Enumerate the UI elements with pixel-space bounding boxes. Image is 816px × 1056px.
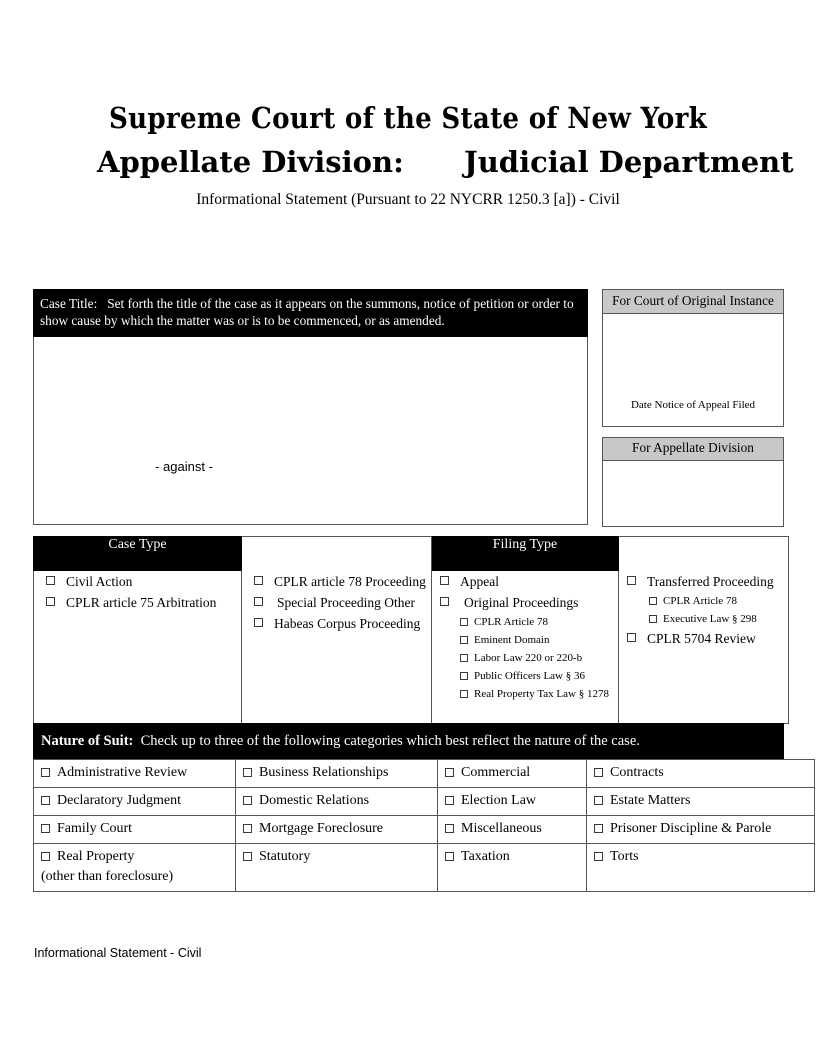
checkbox-row-cplr-5704-review[interactable] (619, 628, 788, 649)
table-row (34, 760, 815, 788)
nos-cell-business-relationships[interactable] (236, 760, 438, 788)
case-type-column-2 (242, 571, 432, 724)
checkbox-icon[interactable] (41, 824, 50, 833)
checkbox-label: Eminent Domain (474, 634, 550, 646)
case-title-label: Case Title: (40, 296, 98, 311)
court-title-line: Supreme Court of the State of New York (108, 101, 708, 135)
checkbox-label: Mortgage Foreclosure (259, 821, 384, 836)
checkbox-icon[interactable] (460, 636, 468, 644)
checkbox-icon[interactable] (243, 824, 252, 833)
checkbox-row-public-officers-law-36[interactable] (432, 667, 618, 685)
checkbox-label: Executive Law § 298 (663, 612, 757, 625)
checkbox-icon[interactable] (649, 615, 657, 623)
checkbox-icon[interactable] (41, 768, 50, 777)
case-title-instruction-bar (33, 289, 588, 337)
case-title-instruction: Set forth the title of the case as it appears on the summons, notice of petition or order to show cause by which the matter was or is to be commenced, or as amended. (40, 296, 574, 328)
checkbox-label: Torts (610, 849, 639, 864)
checkbox-icon[interactable] (243, 768, 252, 777)
nos-cell-contracts[interactable] (587, 760, 815, 788)
checkbox-row-cplr-article-78[interactable] (432, 613, 618, 631)
case-and-filing-type-table (33, 536, 789, 724)
checkbox-icon[interactable] (594, 768, 603, 777)
checkbox-label: Administrative Review (57, 765, 188, 780)
checkbox-icon[interactable] (460, 654, 468, 662)
checkbox-label: CPLR article 78 Proceeding (274, 573, 426, 589)
checkbox-label: Declaratory Judgment (57, 793, 182, 808)
case-type-col2-header-blank (242, 537, 432, 571)
checkbox-icon[interactable] (440, 576, 449, 585)
filing-type-heading: Filing Type (432, 537, 619, 571)
nos-cell-domestic-relations[interactable] (236, 788, 438, 816)
filing-type-col2-header-blank (619, 537, 789, 571)
checkbox-row-transferred-cplr-article-78[interactable] (619, 592, 788, 610)
checkbox-label: Public Officers Law § 36 (474, 670, 585, 682)
checkbox-row-cplr-75-arbitration[interactable] (34, 592, 241, 613)
checkbox-label: Transferred Proceeding (647, 573, 774, 589)
checkbox-label: Election Law (461, 793, 537, 808)
checkbox-row-transferred-proceeding[interactable] (619, 571, 788, 592)
checkbox-row-appeal[interactable] (432, 571, 618, 592)
checkbox-icon[interactable] (41, 796, 50, 805)
checkbox-label: Statutory (259, 849, 311, 864)
checkbox-label: Appeal (460, 574, 499, 589)
original-instance-heading: For Court of Original Instance (603, 290, 783, 314)
nature-of-suit-label: Nature of Suit: (41, 733, 134, 749)
nos-cell-mortgage-foreclosure[interactable] (236, 816, 438, 844)
table-row (34, 844, 815, 892)
date-notice-of-appeal-caption: Date Notice of Appeal Filed (630, 399, 756, 411)
nature-of-suit-bar (33, 723, 784, 759)
appellate-division-box (602, 437, 784, 527)
nos-cell-family-court[interactable] (34, 816, 236, 844)
nos-cell-estate-matters[interactable] (587, 788, 815, 816)
checkbox-label: Taxation (461, 849, 510, 864)
nos-cell-real-property-sublabel: (other than foreclosure) (41, 869, 174, 884)
checkbox-icon[interactable] (254, 618, 263, 627)
nos-cell-administrative-review[interactable] (34, 760, 236, 788)
against-separator: - against - (155, 459, 213, 474)
nos-cell-miscellaneous[interactable] (438, 816, 587, 844)
checkbox-row-original-proceedings[interactable] (432, 592, 618, 613)
filing-type-column-2 (619, 571, 789, 724)
checkbox-icon[interactable] (460, 618, 468, 626)
checkbox-label: Business Relationships (259, 765, 389, 780)
checkbox-label: Civil Action (66, 574, 133, 589)
checkbox-row-real-property-tax-law-1278[interactable] (432, 685, 618, 703)
nos-cell-election-law[interactable] (438, 788, 587, 816)
checkbox-label: Miscellaneous (461, 821, 542, 836)
page-footer: Informational Statement - Civil (34, 946, 202, 960)
page-header (0, 98, 816, 209)
checkbox-label: Real Property (57, 849, 135, 864)
court-use-boxes (602, 289, 784, 527)
checkbox-icon[interactable] (445, 824, 454, 833)
checkbox-label: Estate Matters (610, 793, 691, 808)
original-instance-box (602, 289, 784, 427)
checkbox-icon[interactable] (445, 768, 454, 777)
nos-cell-prisoner-discipline-parole[interactable] (587, 816, 815, 844)
checkbox-icon[interactable] (594, 796, 603, 805)
checkbox-icon[interactable] (594, 852, 603, 861)
checkbox-row-executive-law-298[interactable] (619, 610, 788, 628)
checkbox-label: Family Court (57, 821, 133, 836)
appellate-division-heading: For Appellate Division (603, 438, 783, 461)
checkbox-icon[interactable] (445, 796, 454, 805)
appellate-division-label: Appellate Division: (97, 145, 404, 179)
checkbox-icon[interactable] (440, 597, 449, 606)
nature-of-suit-instruction: Check up to three of the following categories which best reflect the nature of the case. (140, 733, 640, 749)
checkbox-icon[interactable] (594, 824, 603, 833)
nos-cell-commercial[interactable] (438, 760, 587, 788)
checkbox-icon[interactable] (254, 597, 263, 606)
checkbox-row-special-proceeding-other[interactable] (242, 592, 431, 613)
filing-type-column-1 (432, 571, 619, 724)
checkbox-row-cplr-78-proceeding[interactable] (242, 571, 431, 592)
checkbox-label: Contracts (610, 765, 664, 780)
checkbox-label: Real Property Tax Law § 1278 (474, 688, 609, 700)
checkbox-icon[interactable] (445, 852, 454, 861)
case-type-column-1 (34, 571, 242, 724)
checkbox-label: Original Proceedings (464, 595, 579, 610)
checkbox-label: CPLR 5704 Review (647, 630, 756, 646)
judicial-department-label: Judicial Department (464, 145, 794, 179)
checkbox-icon[interactable] (46, 576, 55, 585)
case-type-heading: Case Type (34, 537, 242, 571)
checkbox-label: Domestic Relations (259, 793, 370, 808)
checkbox-icon[interactable] (460, 672, 468, 680)
checkbox-icon[interactable] (627, 633, 636, 642)
checkbox-label: CPLR Article 78 (663, 594, 737, 607)
nos-cell-taxation[interactable] (438, 844, 587, 892)
checkbox-label: Commercial (461, 765, 531, 780)
table-row (34, 788, 815, 816)
type-header-row (34, 537, 789, 571)
nos-cell-statutory[interactable] (236, 844, 438, 892)
checkbox-icon[interactable] (254, 576, 263, 585)
form-subtitle: Informational Statement (Pursuant to 22 NYCRR 1250.3 [a]) - Civil (196, 191, 620, 208)
checkbox-icon[interactable] (243, 852, 252, 861)
checkbox-label: CPLR article 75 Arbitration (66, 595, 217, 610)
nature-of-suit-table (33, 759, 815, 892)
checkbox-icon[interactable] (627, 576, 636, 585)
case-title-entry-area[interactable] (33, 337, 588, 525)
checkbox-label: CPLR Article 78 (474, 616, 548, 628)
checkbox-label: Special Proceeding Other (277, 594, 415, 610)
checkbox-row-civil-action[interactable] (34, 571, 241, 592)
court-title-line-2 (0, 142, 816, 182)
nos-cell-declaratory-judgment[interactable] (34, 788, 236, 816)
checkbox-row-labor-law-220[interactable] (432, 649, 618, 667)
checkbox-row-habeas-corpus-proceeding[interactable] (242, 613, 431, 634)
checkbox-icon[interactable] (460, 690, 468, 698)
checkbox-icon[interactable] (649, 597, 657, 605)
checkbox-label: Prisoner Discipline & Parole (610, 821, 772, 836)
nos-cell-real-property[interactable] (34, 844, 236, 892)
table-row (34, 816, 815, 844)
type-body-row (34, 571, 789, 724)
checkbox-icon[interactable] (243, 796, 252, 805)
checkbox-icon[interactable] (46, 597, 55, 606)
checkbox-label: Habeas Corpus Proceeding (274, 615, 421, 631)
nos-cell-torts[interactable] (587, 844, 815, 892)
checkbox-row-eminent-domain[interactable] (432, 631, 618, 649)
checkbox-label: Labor Law 220 or 220-b (474, 652, 583, 664)
case-title-panel (33, 289, 588, 525)
checkbox-icon[interactable] (41, 852, 50, 861)
